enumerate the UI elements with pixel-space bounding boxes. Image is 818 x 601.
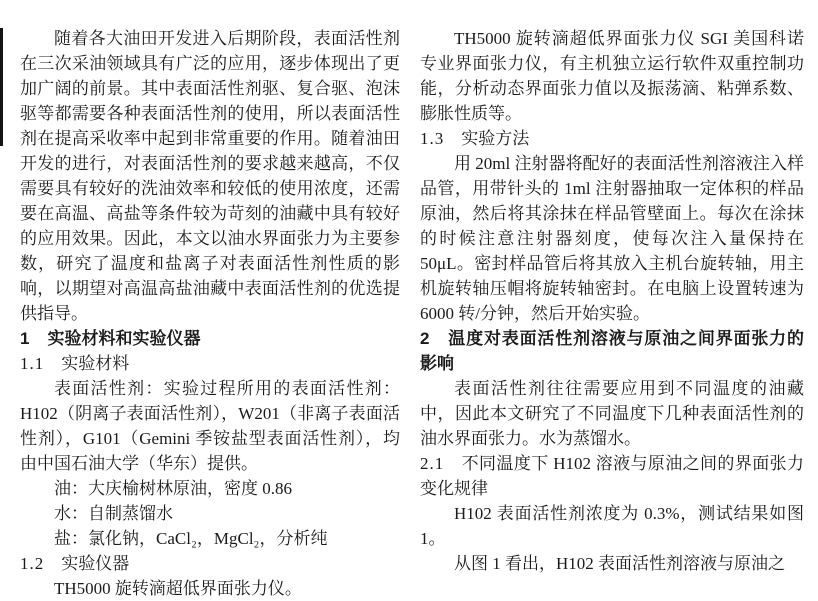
oil-material-line: 油：大庆榆树林原油，密度 0.86: [54, 479, 292, 498]
water-material-line: 水：自制蒸馏水: [54, 504, 173, 523]
section-2-heading: [420, 326, 804, 376]
section-1-heading: [20, 326, 400, 351]
materials-paragraph: 表面活性剂：实验过程所用的表面活性剂：H102（阴离子表面活性剂），W201（非离子表面活性剂），G101（Gemini 季铵盐型表面活性剂），均由中国石油大学（华东）提供。: [20, 379, 400, 473]
heading-title: 温度对表面活性剂溶液与原油之间界面张力的影响: [420, 329, 804, 373]
heading-number: 2.1: [420, 454, 445, 473]
figure1-observation-paragraph: 从图 1 看出，H102 表面活性剂溶液与原油之: [454, 554, 786, 573]
heading-title: 实验仪器: [61, 554, 130, 573]
salt-material-line: 盐：氯化钠，CaCl₂，MgCl₂，分析纯: [54, 529, 328, 548]
heading-title: 实验材料: [61, 354, 130, 373]
temperature-intro-paragraph: 表面活性剂往往需要应用到不同温度的油藏中，因此本文研究了不同温度下几种表面活性剂的油水界面张力。水为蒸馏水。: [420, 379, 804, 448]
heading-title: 实验方法: [461, 129, 530, 148]
scan-edge-artifact-line: [0, 28, 3, 146]
intro-paragraph: 随着各大油田开发进入后期阶段，表面活性剂在三次采油领域具有广泛的应用，逐步体现出了更加广阔的前景。其中表面活性剂驱、复合驱、泡沫驱等都需要各种表面活性剂的使用，所以表面活性剂在提高采收率中起到非常重要的作用。随着油田开发的进行，对表面活性剂的要求越来越高，不仅需要具有较好的洗油效率和较低的使用浓度，还需要在高温、高盐等条件较为苛刻的油藏中具有较好的应用效果。因此，本文以油水界面张力为主要参数，研究了温度和盐离子对表面活性剂性质的影响，以期望对高温高盐油藏中表面活性剂的优选提供指导。: [20, 29, 400, 323]
h102-concentration-paragraph: H102 表面活性剂浓度为 0.3%，测试结果如图 1。: [420, 504, 804, 548]
section-1-1-heading: [20, 351, 400, 376]
heading-number: 1.2: [20, 554, 45, 573]
section-2-1-heading: [420, 451, 804, 501]
right-column: [420, 26, 804, 576]
instrument-line: TH5000 旋转滴超低界面张力仪。: [54, 579, 302, 598]
section-1-3-heading: [420, 126, 804, 151]
method-paragraph: 用 20ml 注射器将配好的表面活性剂溶液注入样品管，用带针头的 1ml 注射器抽取一定体积的样品原油，然后将其涂抹在样品管壁面上。每次在涂抹的时候注意注射器刻度，使每次注入量保持在 50μL。密封样品管后将其放入主机台旋转轴，用主机旋转轴压帽将旋转轴密封。在电脑上设置转速为 6000 转/分钟，然后开始实验。: [420, 154, 804, 323]
heading-number: 1: [20, 329, 31, 348]
heading-title: 实验材料和实验仪器: [47, 329, 201, 348]
heading-number: 2: [420, 329, 431, 348]
left-column: [20, 26, 400, 601]
heading-number: 1.3: [420, 129, 445, 148]
instrument-description-paragraph: TH5000 旋转滴超低界面张力仪 SGI 美国科诺专业界面张力仪，有主机独立运行软件双重控制功能，分析动态界面张力值以及振荡滴、粘弹系数、膨胀性质等。: [420, 29, 804, 123]
section-1-2-heading: [20, 551, 400, 576]
heading-title: 不同温度下 H102 溶液与原油之间的界面张力变化规律: [420, 454, 804, 498]
heading-number: 1.1: [20, 354, 45, 373]
